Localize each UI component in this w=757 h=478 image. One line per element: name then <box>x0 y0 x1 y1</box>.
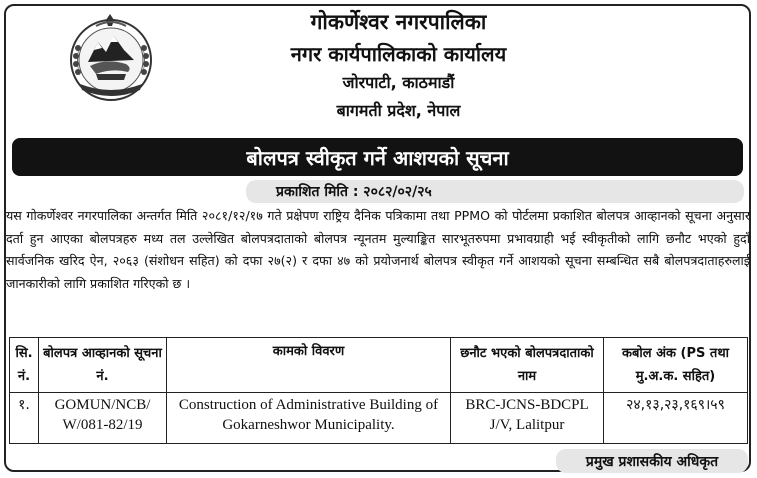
cell-bidder: BRC-JCNS-BDCPL J/V, Lalitpur <box>451 393 604 444</box>
header-sn: सि. नं. <box>10 338 39 393</box>
publish-date: प्रकाशित मिति : २०८२/०२/२५ <box>246 180 744 203</box>
cell-amount: २४,१३,२३,१६९।५९ <box>604 393 748 444</box>
bid-acceptance-table <box>9 337 748 444</box>
table-row <box>10 393 748 444</box>
header-description: कामको विवरण <box>167 338 451 393</box>
cell-notice-no: GOMUN/NCB/ W/081-82/19 <box>39 393 167 444</box>
cell-description: Construction of Administrative Building of Gokarneshwor Municipality. <box>167 393 451 444</box>
signatory-title: प्रमुख प्रशासकीय अधिकृत <box>556 449 748 473</box>
header-bidder: छनौट भएको बोलपत्रदाताको नाम <box>451 338 604 393</box>
notice-title: बोलपत्र स्वीकृत गर्ने आशयको सूचना <box>12 138 743 176</box>
cell-sn: १. <box>10 393 39 444</box>
table-header-row <box>10 338 748 393</box>
org-name: गोकर्णेश्वर नगरपालिका <box>310 10 487 34</box>
province-country: बागमती प्रदेश, नेपाल <box>336 101 461 120</box>
office-address: जोरपाटी, काठमाडौं <box>342 73 455 92</box>
notice-body: यस गोकर्णेश्वर नगरपालिका अन्तर्गत मिति २०८१/१२/१७ गते प्रक्षेपण राष्ट्रिय दैनिक पत्रिकामा तथा PPMO को पोर्टलमा प्रकाशित बोलपत्र आव्हानको सूचना अनुसार दर्ता हुन आएका बोलपत्रहरु मध्य तल उल्लेखित बोलपत्रदाताको बोलपत्र न्यूनतम मुल्याङ्कित सारभूतरुपमा प्रभावग्राही भई स्वीकृतीको लागि छनौट भएको हुदाँ सार्वजनिक खरिद ऐन, २०६३ (संशोधन सहित) को दफा २७(२) र दफा ४७ को प्रयोजनार्थ बोलपत्र स्वीकृत गर्ने आशयको सूचना सम्बन्धित सबै बोलपत्रदाताहरुलाई जानकारीको लागि प्रकाशित गरिएको छ । <box>6 208 750 291</box>
header-amount: कबोल अंक (PS तथा मु.अ.क. सहित) <box>604 338 748 393</box>
header-notice-no: बोलपत्र आव्हानको सूचना नं. <box>39 338 167 393</box>
office-name: नगर कार्यपालिकाको कार्यालय <box>290 42 507 66</box>
